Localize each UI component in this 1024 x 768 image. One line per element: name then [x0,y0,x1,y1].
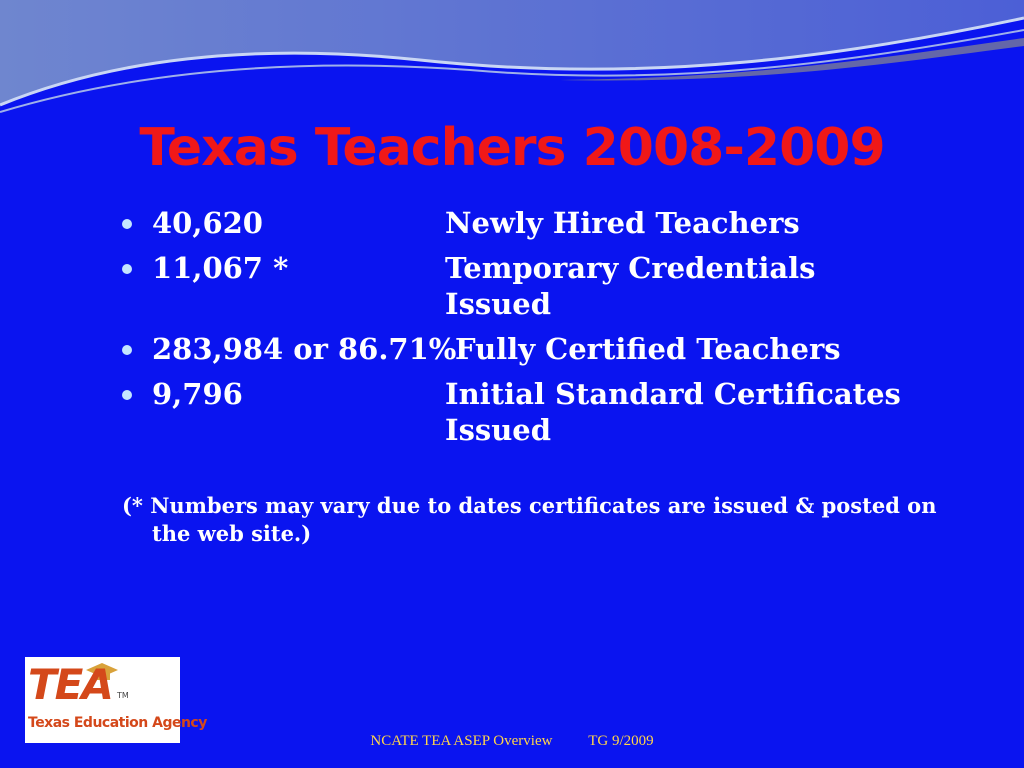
bullet-label: Temporary Credentials Issued [445,251,816,321]
bullet-item [122,205,982,241]
footer-left: NCATE TEA ASEP Overview [370,733,553,749]
bullet-list [122,205,982,457]
logo-trademark: TM [117,691,129,700]
bullet-item [122,331,982,367]
bullet-label: Newly Hired Teachers [445,206,800,240]
bullet-item [122,250,982,322]
slide-footer [0,733,1024,750]
bullet-item [122,376,982,448]
logo-mark: TEA [28,660,112,709]
bullet-label: Initial Standard Certificates Issued [445,377,901,447]
bullet-dot-icon [122,264,132,274]
bullet-dot-icon [122,390,132,400]
bullet-value: 40,620 [152,206,263,240]
tea-logo [25,657,207,743]
bullet-value: 9,796 [152,377,243,411]
bullet-dot-icon [122,219,132,229]
bullet-value: 11,067 * [152,251,289,285]
logo-agency-name: Texas Education Agency [28,715,207,731]
slide-title: Texas Teachers 2008-2009 [139,118,885,178]
footnote: (* Numbers may vary due to dates certificates are issued & posted on the web site.) [122,493,937,546]
header-wave-decoration [0,0,1024,130]
bullet-dot-icon [122,345,132,355]
footer-right: TG 9/2009 [588,733,654,749]
bullet-label: Fully Certified Teachers [455,332,841,366]
bullet-value: 283,984 or 86.71% [152,332,457,366]
